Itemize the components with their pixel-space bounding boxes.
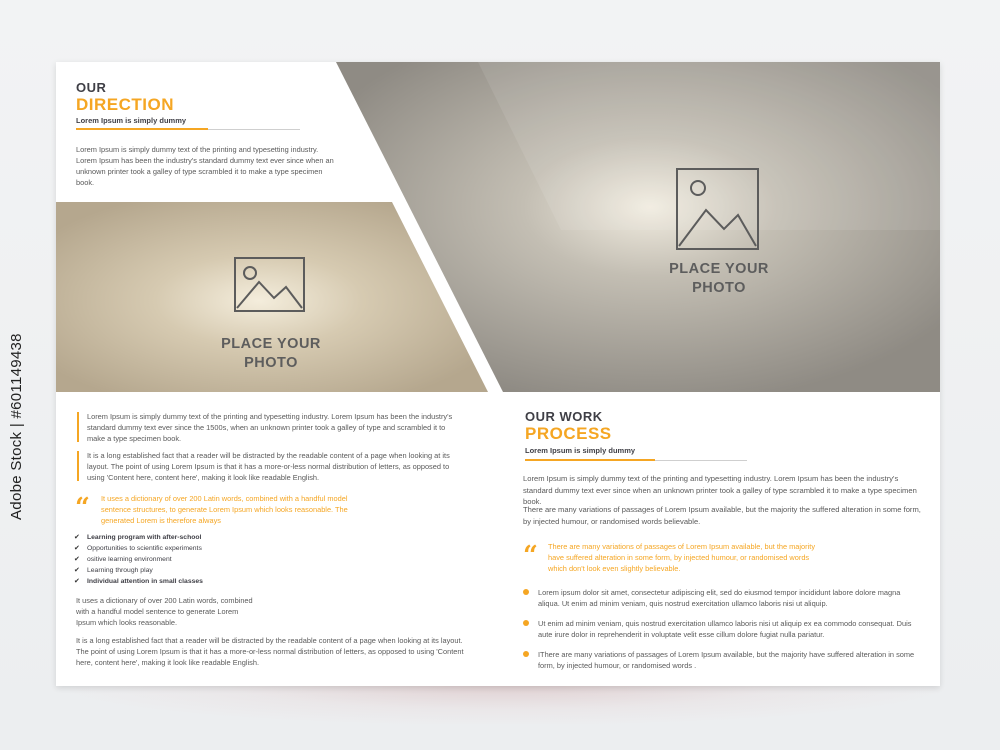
bullet-item: Ut enim ad minim veniam, quis nostrud exercitation ullamco laboris nisi ut aliquip ex ea commodo consequat. Duis aute irure dolor in reprehenderit in voluptate velit esse cillum dolore fugiat nulla pariatur. — [523, 618, 921, 640]
accent-bar — [77, 451, 79, 481]
paragraph: It uses a dictionary of over 200 Latin words, combined with a handful model sentence to generate Lorem Ipsum which looks reasonable. — [76, 596, 253, 627]
quote-text: There are many variations of passages of Lorem Ipsum available, but the majority have suffered alteration in some form, by injected humour, or randomised words which don't look even slightly believable. — [548, 542, 816, 573]
section-heading: PROCESS — [525, 424, 612, 443]
check-icon: ✔ — [74, 567, 80, 574]
divider-accent — [76, 128, 208, 130]
photo-placeholder-label: PLACE YOUR PHOTO — [221, 336, 321, 371]
check-icon: ✔ — [74, 534, 80, 541]
bullet-item: IThere are many variations of passages of Lorem Ipsum available, but the majority have suffered alteration in some form, by injected humour, or randomised words . — [523, 649, 921, 671]
section-heading: DIRECTION — [76, 95, 174, 114]
checklist-item: ✔ ositive learning environment — [74, 556, 172, 563]
section-subtitle: Lorem Ipsum is simply dummy — [525, 446, 636, 455]
check-icon: ✔ — [74, 578, 80, 585]
quote-text: It uses a dictionary of over 200 Latin words, combined with a handful model sentence structures, to generate Lorem Ipsum which looks reasonable. The generated Lorem is therefore always — [101, 494, 348, 525]
checklist-item: ✔ Learning program with after-school — [74, 534, 202, 541]
paragraph: It is a long established fact that a reader will be distracted by the readable content of a page when looking at its layout. The point of using Lorem Ipsum is that it has a more-or-less normal distribution of letters, as opposed to using 'Content here, content here', making it look like readable English. — [87, 451, 450, 482]
bullet-dot — [523, 620, 529, 626]
paragraph: It is a long established fact that a reader will be distracted by the readable content of a page when looking at its layout. The point of using Lorem Ipsum is that it has a more-or-less normal distribution of letters, as opposed to using 'Content here, content here', making it look like readable English. — [76, 636, 464, 667]
bullet-dot — [523, 589, 529, 595]
paragraph: Lorem Ipsum is simply dummy text of the printing and typesetting industry. Lorem Ipsum has been the industry's standard dummy text ever since the 1500s, when an unknown printer took a galley of type and scrambled it to make a type specimen book. — [87, 412, 453, 443]
quote-icon: “ — [523, 541, 538, 571]
checklist-item: ✔ Learning through play — [74, 567, 153, 574]
checklist-item: ✔ Individual attention in small classes — [74, 578, 203, 585]
section-heading-small: OUR WORK — [525, 409, 603, 424]
bullet-dot — [523, 651, 529, 657]
photo-placeholder-label: PLACE YOUR PHOTO — [669, 261, 769, 296]
quote-icon: “ — [75, 493, 90, 523]
check-icon: ✔ — [74, 556, 80, 563]
checklist — [74, 532, 334, 587]
page-shadow — [70, 684, 940, 724]
intro-paragraph: Lorem Ipsum is simply dummy text of the printing and typesetting industry. Lorem Ipsum has been the industry's standard dummy text ever since when an unknown printer took a galley of type scrambled it to make a type specimen book. — [523, 474, 917, 506]
brochure-spread — [56, 62, 940, 686]
bullet-item: Lorem ipsum dolor sit amet, consectetur adipiscing elit, sed do eiusmod tempor incididunt labore dolore magna aliqua. Ut enim ad minim veniam, quis nostrud exercitation ullamco laboris nisi ut aliquip. — [523, 587, 921, 609]
intro-paragraph: Lorem Ipsum is simply dummy text of the printing and typesetting industry. Lorem Ipsum has been the industry's standard dummy text ever since when an unknown printer took a galley of type scrambled it to make a type specimen book. — [76, 145, 334, 187]
accent-bar — [77, 412, 79, 442]
checklist-item: ✔ Opportunities to scientific experiments — [74, 545, 202, 552]
divider-accent — [525, 459, 655, 461]
section-heading-small: OUR — [76, 80, 107, 95]
check-icon: ✔ — [74, 545, 80, 552]
bullet-list — [523, 587, 921, 671]
stock-id-text: Adobe Stock | #601149438 — [8, 333, 25, 520]
intro-paragraph: There are many variations of passages of Lorem Ipsum available, but the majority the suffered alteration in some form, by injected humour, or randomised words believable. — [523, 505, 921, 526]
section-subtitle: Lorem Ipsum is simply dummy — [76, 116, 187, 125]
